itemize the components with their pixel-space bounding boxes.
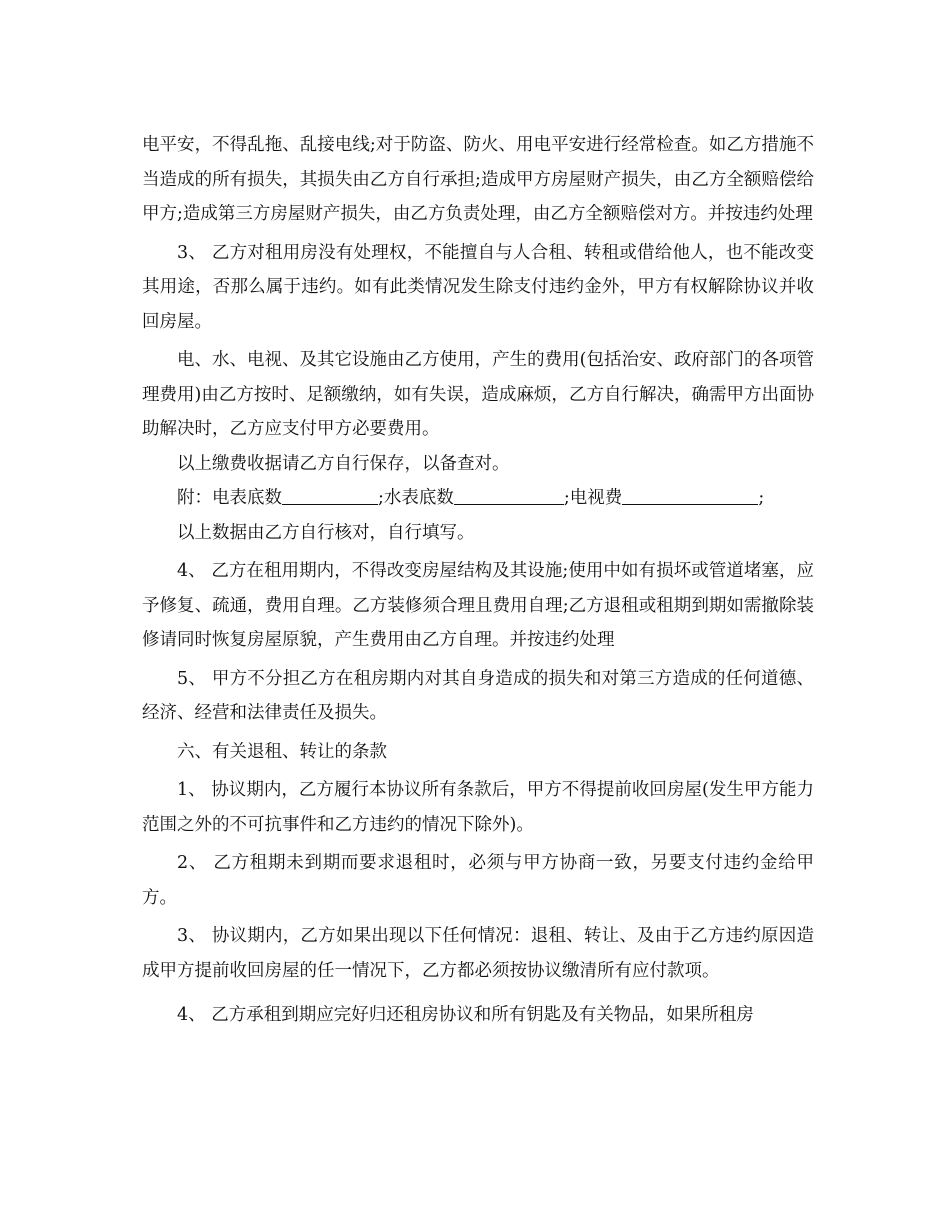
tv-fee-label: ;电视费 [563, 488, 623, 508]
paragraph-section6-clause-2: 2、 乙方租期未到期而要求退租时，必须与甲方协商一致，另要支付违约金给甲方。 [142, 853, 814, 908]
paragraph-receipts: 以上缴费收据请乙方自行保存，以备查对。 [177, 453, 510, 474]
document-page [142, 128, 814, 1033]
meter-suffix: ; [758, 488, 765, 508]
paragraph-safety: 电平安，不得乱拖、乱接电线;对于防盗、防火、用电平安进行经常检查。如乙方措施不当造成的所有损失，其损失由乙方自行承担;造成甲方房屋财产损失，由乙方全额赔偿给甲方;造成第三方房屋财产损失，由乙方负责处理，由乙方全额赔偿对方。并按违约处理 [142, 135, 814, 224]
paragraph-clause-5: 5、 甲方不分担乙方在租房期内对其自身造成的损失和对第三方造成的任何道德、经济、经营和法律责任及损失。 [142, 668, 814, 723]
paragraph-clause-4: 4、 乙方在租用期内，不得改变房屋结构及其设施;使用中如有损坏或管道堵塞，应予修复、疏通，费用自理。乙方装修须合理且费用自理;乙方退租或租期到期如需撤除装修请同时恢复房屋原貌，产生费用由乙方自理。并按违约处理 [142, 561, 814, 650]
paragraph-section6-clause-3: 3、 协议期内，乙方如果出现以下任何情况：退租、转让、及由于乙方违约原因造成甲方提前收回房屋的任一情况下，乙方都必须按协议缴清所有应付款项。 [142, 926, 814, 981]
electricity-meter-blank[interactable] [282, 486, 378, 505]
paragraph-utilities: 电、水、电视、及其它设施由乙方使用，产生的费用(包括治安、政府部门的各项管理费用)由乙方按时、足额缴纳，如有失误，造成麻烦，乙方自行解决，确需甲方出面协助解决时，乙方应支付甲方必要费用。 [142, 350, 814, 439]
meter-readings-line [142, 481, 814, 516]
section-heading-six: 六、有关退租、转让的条款 [177, 741, 387, 762]
water-meter-blank[interactable] [454, 486, 564, 505]
paragraph-self-check: 以上数据由乙方自行核对，自行填写。 [177, 522, 475, 543]
water-meter-label: ;水表底数 [378, 488, 454, 508]
paragraph-section6-clause-1: 1、 协议期内，乙方履行本协议所有条款后，甲方不得提前收回房屋(发生甲方能力范围之外的不可抗事件和乙方违约的情况下除外)。 [142, 780, 814, 835]
tv-fee-blank[interactable] [622, 486, 758, 505]
paragraph-section6-clause-4: 4、 乙方承租到期应完好归还租房协议和所有钥匙及有关物品，如果所租房 [177, 1005, 754, 1025]
meter-prefix: 附：电表底数 [177, 488, 282, 508]
paragraph-clause-3: 3、 乙方对租用房没有处理权，不能擅自与人合租、转租或借给他人，也不能改变其用途，否那么属于违约。如有此类情况发生除支付违约金外，甲方有权解除协议并收回房屋。 [142, 242, 814, 332]
